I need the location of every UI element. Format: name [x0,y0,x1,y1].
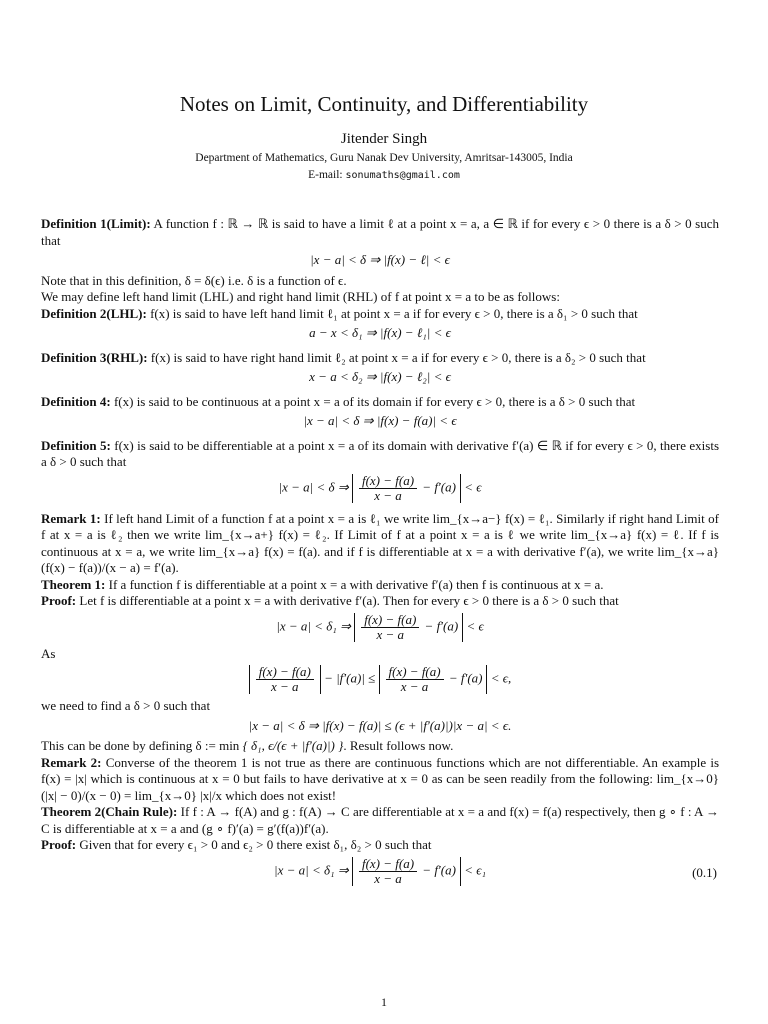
proof-1-equation-2 [41,665,719,694]
fraction-numerator: f(x) − f(a) [256,665,314,680]
proof-1-done-post: . Result follows now. [343,738,454,753]
abs-tail: − f′(a) [422,478,456,494]
equation-number: (0.1) [692,864,717,880]
paper-body [41,216,719,890]
proof-1-eq1-right: < ϵ [466,617,484,633]
proof-1-done-pre: This can be done by defining δ := min [41,738,240,753]
abs-tail: − f′(a) [424,617,459,633]
definition-4-label: Definition 4: [41,393,111,409]
abs-tail: − f′(a) [422,861,456,877]
proof-2-label: Proof: [41,837,77,852]
theorem-2 [41,804,719,837]
proof-1-eq1-left: |x − a| < δ₁ ⇒ [276,617,351,633]
fraction-numerator: f(x) − f(a) [361,613,419,628]
definition-1-equation: |x − a| < δ ⇒ |f(x) − ℓ| < ϵ [310,252,450,267]
proof-1-eq2-abs-right [379,665,488,694]
proof-2 [41,837,719,854]
note-delta: Note that in this definition, δ = δ(ϵ) i.e. δ is a function of ϵ. [41,272,347,288]
proof-1-equation-1 [41,613,719,642]
definition-5-label: Definition 5: [41,437,111,453]
definition-4-text: f(x) is said to be continuous at a point x = a of its domain if for every ϵ > 0, there is a δ > 0 such that [113,393,636,409]
definition-5 [41,438,719,471]
proof-2-abs [352,857,461,886]
theorem-1-label: Theorem 1: [41,576,106,592]
proof-1-eq2-right: < ϵ, [490,670,512,686]
page-number: 1 [381,995,387,1009]
proof-1-eq1-abs [354,613,463,642]
proof-1 [41,593,719,610]
proof-1-eq2-abs-left [249,665,321,694]
paper-title: Notes on Limit, Continuity, and Differentiability [179,92,589,116]
fraction-denominator: x − a [376,626,405,642]
theorem-2-label: Theorem 2(Chain Rule): [41,804,178,819]
remark-2 [41,755,719,805]
author-name: Jitender Singh [340,131,428,147]
remark-2-label: Remark 2: [41,754,102,770]
proof-1-eq2-mid: − |f′(a)| ≤ [324,670,376,686]
proof-1-conclusion [41,738,719,755]
definition-3-label: Definition 3(RHL): [41,349,148,365]
email-address[interactable]: sonumaths@gmail.com [345,170,460,181]
definition-3 [41,350,719,367]
difference-quotient [386,665,444,694]
author-affiliation: Department of Mathematics, Guru Nanak Dev University, Amritsar-143005, India [195,152,573,164]
definition-5-eq-right: < ϵ [464,478,482,494]
difference-quotient [359,474,417,503]
theorem-1-text: If a function f is differentiable at a point x = a with derivative f′(a) then f is continuous at x = a. [108,576,604,592]
proof-1-label: Proof: [41,593,77,608]
proof-2-text: Given that for every ϵ₁ > 0 and ϵ₂ > 0 there exist δ₁, δ₂ > 0 such that [79,837,432,852]
definition-5-abs [352,474,461,503]
fraction-denominator: x − a [374,870,402,886]
theorem-1 [41,577,719,594]
definition-5-equation [41,474,719,503]
definition-4-equation: |x − a| < δ ⇒ |f(x) − f(a)| < ϵ [303,413,457,428]
definition-3-text: f(x) is said to have right hand limit ℓ₂ at point x = a if for every ϵ > 0, there is a δ₂ > 0 such that [150,349,646,365]
fraction-numerator: f(x) − f(a) [386,665,444,680]
definition-3-equation: x − a < δ₂ ⇒ |f(x) − ℓ₂| < ϵ [309,369,451,384]
proof-2-equation [41,857,719,886]
note-lhl-rhl: We may define left hand limit (LHL) and right hand limit (RHL) of f at point x = a to be as follows: [41,289,560,304]
fraction-denominator: x − a [374,487,402,503]
definition-1-label: Definition 1(Limit): [41,216,151,231]
proof-1-text: Let f is differentiable at a point x = a with derivative f′(a). Then for every ϵ > 0 there is a δ > 0 such that [79,593,619,608]
definition-2-text: f(x) is said to have left hand limit ℓ₁ at point x = a if for every ϵ > 0, there is a δ₁ > 0 such that [150,305,638,321]
definition-1 [41,216,719,249]
author-email-line [0,169,768,181]
proof-1-done-set: { δ₁, ϵ/(ϵ + |f′(a)|) } [242,738,344,753]
fraction-denominator: x − a [271,679,299,694]
remark-1 [41,511,719,577]
definition-4 [41,394,719,411]
proof-1-need: we need to find a δ > 0 such that [41,698,211,713]
difference-quotient [359,857,417,886]
difference-quotient [256,665,314,694]
definition-1-text: A function f : ℝ → ℝ is said to have a limit ℓ at a point x = a, a ∈ ℝ if for every ϵ > 0 there is a δ > 0 such that [41,216,719,248]
fraction-numerator: f(x) − f(a) [359,857,417,872]
fraction-denominator: x − a [400,679,429,694]
proof-1-as: As [41,645,56,661]
proof-1-equation-3: |x − a| < δ ⇒ |f(x) − f(a)| ≤ (ϵ + |f′(a)|)|x − a| < ϵ. [248,717,512,733]
definition-2-label: Definition 2(LHL): [41,305,147,321]
proof-2-eq-left: |x − a| < δ₁ ⇒ [274,861,349,877]
remark-2-text: Converse of the theorem 1 is not true as there are continuous functions which are not differentiable. An example is f(x) = |x| which is continuous at x = 0 but fails to have derivative at x = 0 as can be seen readily from the following: lim_{x→0} (|x| − 0)/(x − 0) = lim_{x→0} |x|/x which does not exist! [41,754,720,803]
definition-2-equation: a − x < δ₁ ⇒ |f(x) − ℓ₁| < ϵ [309,325,451,340]
fraction-numerator: f(x) − f(a) [359,474,417,489]
remark-1-label: Remark 1: [41,510,101,526]
definition-5-text: f(x) is said to be differentiable at a point x = a of its domain with derivative f′(a) ∈ ℝ if for every ϵ > 0, there exists a δ > 0 such that [41,437,719,469]
difference-quotient [361,613,419,642]
abs-tail: − f′(a) [448,670,483,686]
theorem-2-text: If f : A → f(A) and g : f(A) → C are differentiable at x = a and f(x) = f(a) respectively, then g ∘ f : A → C is differentiable at x = a and (g ∘ f)′(a) = g′(f(a))f′(a). [41,804,719,836]
definition-5-eq-left: |x − a| < δ ⇒ [278,478,349,494]
email-label: E-mail: [308,169,343,181]
definition-2 [41,306,719,323]
remark-1-text: If left hand Limit of a function f at a point x = a is ℓ₁ we write lim_{x→a−} f(x) = ℓ₁. Similarly if right hand Limit of f at x = a is ℓ₂ then we write lim_{x→a+} f(x) = ℓ₂. If Limit of f at a point x = a is ℓ we write lim_{x→a} f(x) = ℓ. If f is continuous at x = a, we write lim_{x→a} f(x) = f(a). and if f is differentiable at x = a with derivative f′(a), we write lim_{x→a} (f(x) − f(a))/(x − a) = f′(a). [41,510,719,575]
proof-2-eq-right: < ϵ₁ [464,861,486,877]
